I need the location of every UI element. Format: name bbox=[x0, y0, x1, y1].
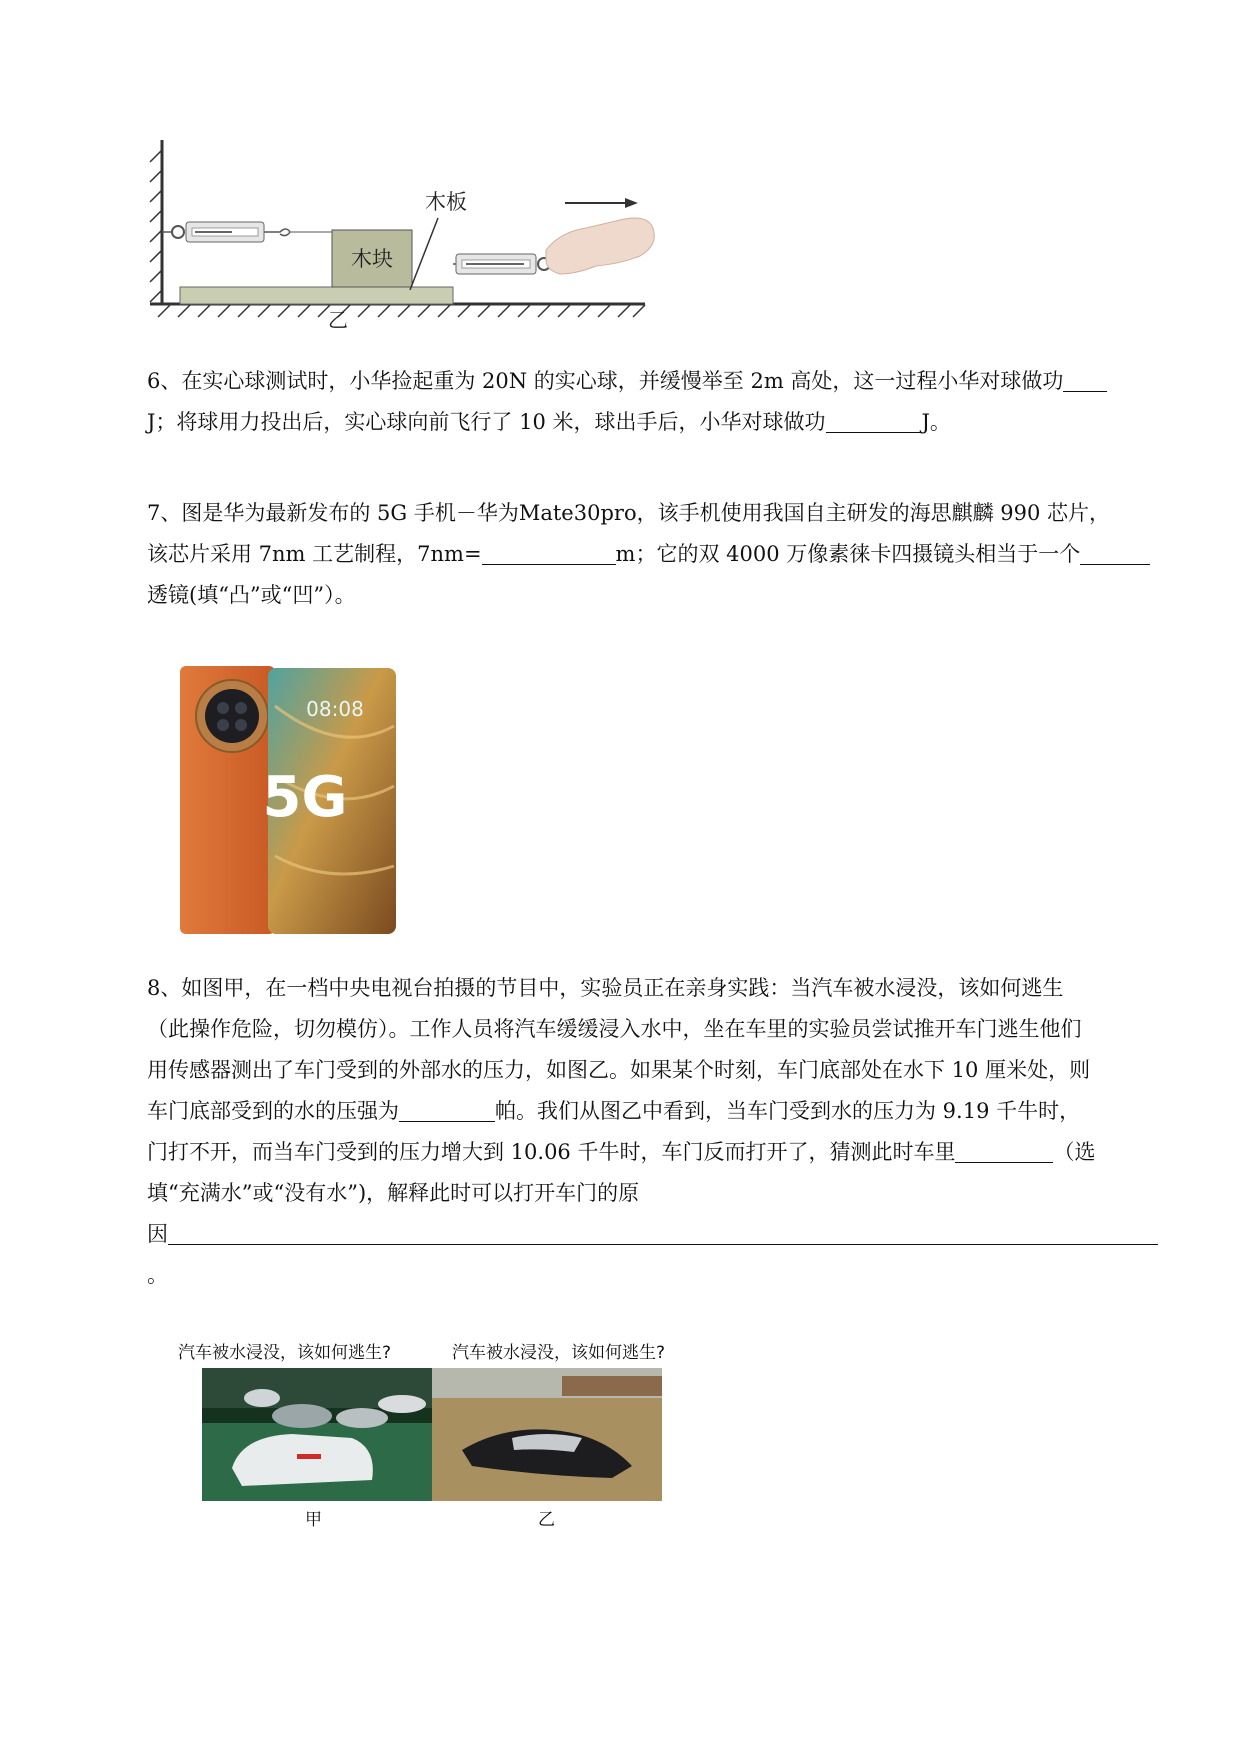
huawei-mate30pro-image bbox=[180, 666, 396, 936]
q8-answer-blank-1[interactable] bbox=[399, 1097, 495, 1122]
question-7 bbox=[147, 493, 1157, 616]
board-label: 木板 bbox=[425, 190, 467, 214]
q8-line6: 填“充满水”或“没有水”)，解释此时可以打开车门的原 bbox=[147, 1181, 640, 1205]
q8-line3: 用传感器测出了车门受到的外部水的压力，如图乙。如果某个时刻，车门底部处在水下 10 厘米处，则 bbox=[147, 1058, 1091, 1082]
photo-title-right: 汽车被水浸没，该如何逃生? bbox=[452, 1343, 666, 1363]
q7-line2b: m；它的双 4000 万像素徕卡四摄镜头相当于一个 bbox=[615, 542, 1081, 566]
figure-caption-yi: 乙 bbox=[328, 308, 348, 332]
hand-illustration bbox=[546, 218, 654, 274]
q6-line2b: J。 bbox=[921, 410, 951, 434]
block-label: 木块 bbox=[351, 247, 393, 271]
q6-line2a: J；将球用力投出后，实心球向前飞行了 10 米，球出手后，小华对球做功 bbox=[147, 410, 826, 434]
q8-line5b: （选 bbox=[1053, 1140, 1096, 1164]
q6-line1: 6、在实心球测试时，小华捡起重为 20N 的实心球，并缓慢举至 2m 高处，这一过程小华对球做功 bbox=[147, 369, 1064, 393]
q7-answer-blank-2[interactable] bbox=[1080, 540, 1150, 565]
ground-hatching bbox=[158, 305, 645, 317]
q8-line1: 8、如图甲，在一档中央电视台拍摄的节目中，实验员正在亲身实践：当汽车被水浸没，该如何逃生 bbox=[147, 976, 1064, 1000]
q8-answer-blank-2[interactable] bbox=[955, 1138, 1053, 1163]
question-6 bbox=[147, 361, 1157, 443]
q8-line7: 因 bbox=[147, 1222, 168, 1246]
q6-answer-blank-1[interactable] bbox=[1063, 367, 1107, 392]
photo-caption-jia: 甲 bbox=[305, 1510, 322, 1530]
friction-apparatus-figure bbox=[140, 140, 740, 370]
flooded-car-photos bbox=[202, 1368, 662, 1501]
q8-line8: 。 bbox=[147, 1263, 168, 1287]
photo-title-left: 汽车被水浸没，该如何逃生? bbox=[178, 1343, 392, 1363]
q8-line5a: 门打不开，而当车门受到的压力增大到 10.06 千牛时，车门反而打开了，猜测此时车里 bbox=[147, 1140, 956, 1164]
q8-line4a: 车门底部受到的水的压强为 bbox=[147, 1099, 399, 1123]
question-8 bbox=[147, 968, 1157, 1296]
q7-line2a: 该芯片采用 7nm 工艺制程，7nm= bbox=[147, 542, 482, 566]
q7-answer-blank-1[interactable] bbox=[482, 540, 616, 565]
wooden-board bbox=[180, 287, 453, 304]
q7-line1: 7、图是华为最新发布的 5G 手机－华为Mate30pro，该手机使用我国自主研发的海思麒麟 990 芯片， bbox=[147, 501, 1111, 525]
phone-5g-badge: 5G bbox=[262, 765, 348, 830]
photo-caption-yi: 乙 bbox=[538, 1510, 555, 1530]
q7-line3: 透镜(填“凸”或“凹”）。 bbox=[147, 583, 356, 607]
q8-line2: （此操作危险，切勿模仿）。工作人员将汽车缓缓浸入水中，坐在车里的实验员尝试推开车门逃生他们 bbox=[147, 1017, 1082, 1041]
phone-clock: 08:08 bbox=[306, 697, 364, 721]
q8-line4b: 帕。我们从图乙中看到，当车门受到水的压力为 9.19 千牛时， bbox=[495, 1099, 1081, 1123]
q6-answer-blank-2[interactable] bbox=[826, 408, 922, 433]
q8-answer-blank-3[interactable] bbox=[168, 1220, 1158, 1245]
